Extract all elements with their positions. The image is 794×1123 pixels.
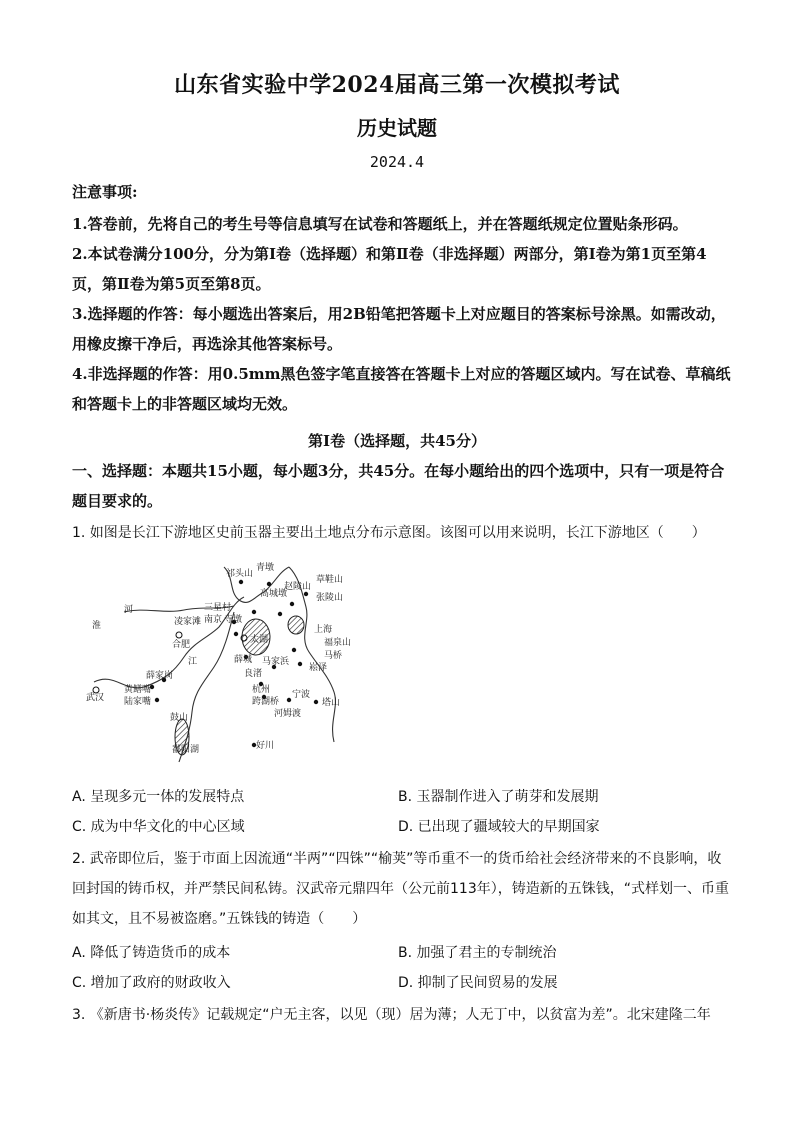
map-label-hangzhou: 杭州 [252, 685, 271, 695]
map-label-he: 河 [124, 605, 134, 615]
map-label-kuahuqiao: 跨湖桥 [252, 697, 280, 707]
map-label-qingdun: 青墩 [256, 563, 275, 573]
map-label-haochuan: 好川 [256, 741, 275, 751]
map-label-huangshanzui: 黄鳝嘴 [124, 685, 152, 695]
part-title: 第Ⅰ卷（选择题，共45分） [308, 432, 486, 450]
map-label-jiang: 江 [188, 657, 198, 667]
note-item-1: 1.答卷前，先将自己的考生号等信息填写在试卷和答题纸上，并在答题纸规定位置贴条形码。 [72, 215, 688, 233]
q2-option-d: D. 抑制了民间贸易的发展 [398, 975, 558, 991]
q2-option-c: C. 增加了政府的财政收入 [72, 975, 231, 991]
map-label-xuejiagang: 薛家岗 [146, 671, 174, 681]
exam-title: 山东省实验中学2024届高三第一次模拟考试 [174, 72, 620, 98]
exam-date: 2024.4 [369, 153, 425, 171]
map-label-nanjing: 南京 [204, 615, 223, 625]
map-label-huai: 淮 [92, 621, 102, 631]
map-label-gaochengdun: 高城墩 [260, 589, 288, 599]
q1-option-c: C. 成为中华文化的中心区域 [72, 819, 245, 835]
subject-title: 历史试题 [357, 116, 437, 140]
question-1-stem: 1. 如图是长江下游地区史前玉器主要出土地点分布示意图。该图可以用来说明，长江下游地区（ ） [72, 525, 706, 541]
jade-sites-map [84, 552, 374, 764]
question-3-stem: 3. 《新唐书·杨炎传》记载规定“户无主客，以见（现）居为薄；人无丁中，以贫富为差”。北宋建隆二年 [72, 1007, 711, 1023]
map-label-maqiao: 马桥 [324, 651, 343, 661]
map-label-caoxieshan: 草鞋山 [316, 575, 344, 585]
map-label-qitoushan: 祁头山 [226, 569, 254, 579]
map-label-songze: 崧泽 [309, 663, 328, 673]
map-label-wuhan: 武汉 [86, 693, 105, 703]
question-2-stem: 2. 武帝即位后，鉴于市面上因流通“半两”“四铢”“榆荚”等币重不一的货币给社会经济带来的不良影响，收回封国的铸币权，并严禁民间私铸。汉武帝元鼎四年（公元前113年），铸造新的五铢钱，“式样划一、币重如其文，且不易被盗磨。”五铢钱的铸造（ ） [72, 851, 729, 927]
map-label-sanxingcun: 三星村 [204, 603, 232, 613]
notes-heading: 注意事项: [72, 183, 138, 201]
map-label-poyanghu: 鄱阳湖 [172, 745, 200, 755]
map-label-sidun: 寺墩 [224, 615, 243, 625]
map-label-fuquanshan: 福泉山 [324, 638, 352, 648]
map-label-liangzhu: 良渚 [244, 669, 263, 679]
q1-option-a: A. 呈现多元一体的发展特点 [72, 789, 245, 805]
q1-option-b: B. 玉器制作进入了萌芽和发展期 [398, 789, 599, 805]
note-item-3: 3.选择题的作答：每小题选出答案后，用2B铅笔把答题卡上对应题目的答案标号涂黑。如需改动，用橡皮擦干净后，再选涂其他答案标号。 [72, 305, 726, 353]
map-label-gushan: 鼓山 [170, 713, 189, 723]
map-label-shanghai: 上海 [314, 625, 333, 635]
map-label-hefei: 合肥 [172, 640, 191, 650]
q1-option-d: D. 已出现了疆域较大的早期国家 [398, 819, 600, 835]
map-label-zhanglingshan: 张陵山 [316, 593, 344, 603]
map-label-tashan: 塔山 [322, 698, 341, 708]
map-label-majiabang: 马家浜 [262, 657, 290, 667]
q2-option-b: B. 加强了君主的专制统治 [398, 945, 557, 961]
map-label-zhaolingshan: 赵陵山 [284, 582, 312, 592]
note-item-4: 4.非选择题的作答：用0.5mm黑色签字笔直接答在答题卡上对应的答题区域内。写在试卷、草稿纸和答题卡上的非答题区域均无效。 [72, 365, 731, 413]
map-label-ningbo: 宁波 [292, 690, 311, 700]
q2-option-a: A. 降低了铸造货币的成本 [72, 945, 231, 961]
section-instruction: 一、选择题：本题共15小题，每小题3分，共45分。在每小题给出的四个选项中，只有一项是符合题目要求的。 [72, 462, 725, 510]
map-label-xuecheng: 薛城 [234, 655, 253, 665]
map-label-hemudu: 河姆渡 [274, 709, 302, 719]
map-label-taihu: 太湖 [250, 635, 269, 645]
map-label-lingjiatan: 凌家滩 [174, 617, 202, 627]
note-item-2: 2.本试卷满分100分，分为第Ⅰ卷（选择题）和第Ⅱ卷（非选择题）两部分，第Ⅰ卷为第1页至第4页，第Ⅱ卷为第5页至第8页。 [72, 245, 707, 293]
map-label-lujiazui: 陆家嘴 [124, 697, 152, 707]
